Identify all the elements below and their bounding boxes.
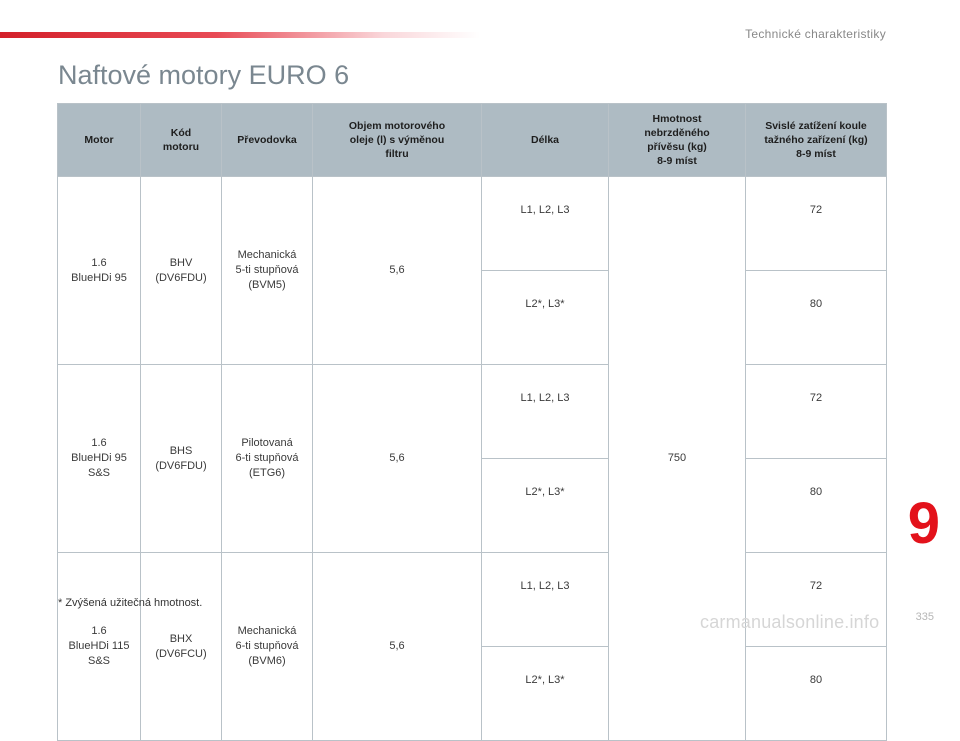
table-header-row xyxy=(58,104,887,177)
header-towball-load: Svislé zatížení koule tažného zařízení (kg) 8-9 míst xyxy=(746,104,887,177)
towball-load-value: 72 xyxy=(746,177,887,271)
engine-code: BHX (DV6FCU) xyxy=(141,553,222,741)
engine-code: BHV (DV6FDU) xyxy=(141,177,222,365)
engine-motor: 1.6 BlueHDi 95 xyxy=(58,177,141,365)
diesel-engine-spec-table xyxy=(57,103,887,741)
header-motor: Motor xyxy=(58,104,141,177)
towball-load-value: 72 xyxy=(746,365,887,459)
engine-oil-volume: 5,6 xyxy=(313,177,482,365)
trailer-mass-value: 750 xyxy=(609,177,746,741)
header-length: Délka xyxy=(482,104,609,177)
engine-gearbox: Mechanická 6-ti stupňová (BVM6) xyxy=(222,553,313,741)
length-value: L1, L2, L3 xyxy=(482,365,609,459)
length-value: L1, L2, L3 xyxy=(482,177,609,271)
header-trailer-mass: Hmotnost nebrzděného přívěsu (kg) 8-9 míst xyxy=(609,104,746,177)
engine-motor: 1.6 BlueHDi 95 S&S xyxy=(58,365,141,553)
header-accent-bar xyxy=(0,32,480,38)
towball-load-value: 80 xyxy=(746,459,887,553)
length-value: L2*, L3* xyxy=(482,647,609,741)
page-title: Naftové motory EURO 6 xyxy=(58,60,350,90)
towball-load-value: 72 xyxy=(746,553,887,647)
engine-gearbox: Pilotovaná 6-ti stupňová (ETG6) xyxy=(222,365,313,553)
length-value: L2*, L3* xyxy=(482,271,609,365)
engine-gearbox: Mechanická 5-ti stupňová (BVM5) xyxy=(222,177,313,365)
page-number: 335 xyxy=(915,611,934,623)
length-value: L1, L2, L3 xyxy=(482,553,609,647)
footnote: * Zvýšená užitečná hmotnost. xyxy=(58,597,203,609)
chapter-title: Technické charakteristiky xyxy=(745,27,886,41)
header-engine-code: Kód motoru xyxy=(141,104,222,177)
towball-load-value: 80 xyxy=(746,647,887,741)
header-oil-volume: Objem motorového oleje (l) s výměnou filtru xyxy=(313,104,482,177)
engine-motor: 1.6 BlueHDi 115 S&S xyxy=(58,553,141,741)
watermark: carmanualsonline.info xyxy=(700,612,880,632)
towball-load-value: 80 xyxy=(746,271,887,365)
header-gearbox: Převodovka xyxy=(222,104,313,177)
length-value: L2*, L3* xyxy=(482,459,609,553)
engine-code: BHS (DV6FDU) xyxy=(141,365,222,553)
chapter-number: 9 xyxy=(907,491,940,556)
table-row xyxy=(58,177,887,271)
table-row xyxy=(58,365,887,459)
engine-oil-volume: 5,6 xyxy=(313,553,482,741)
engine-oil-volume: 5,6 xyxy=(313,365,482,553)
